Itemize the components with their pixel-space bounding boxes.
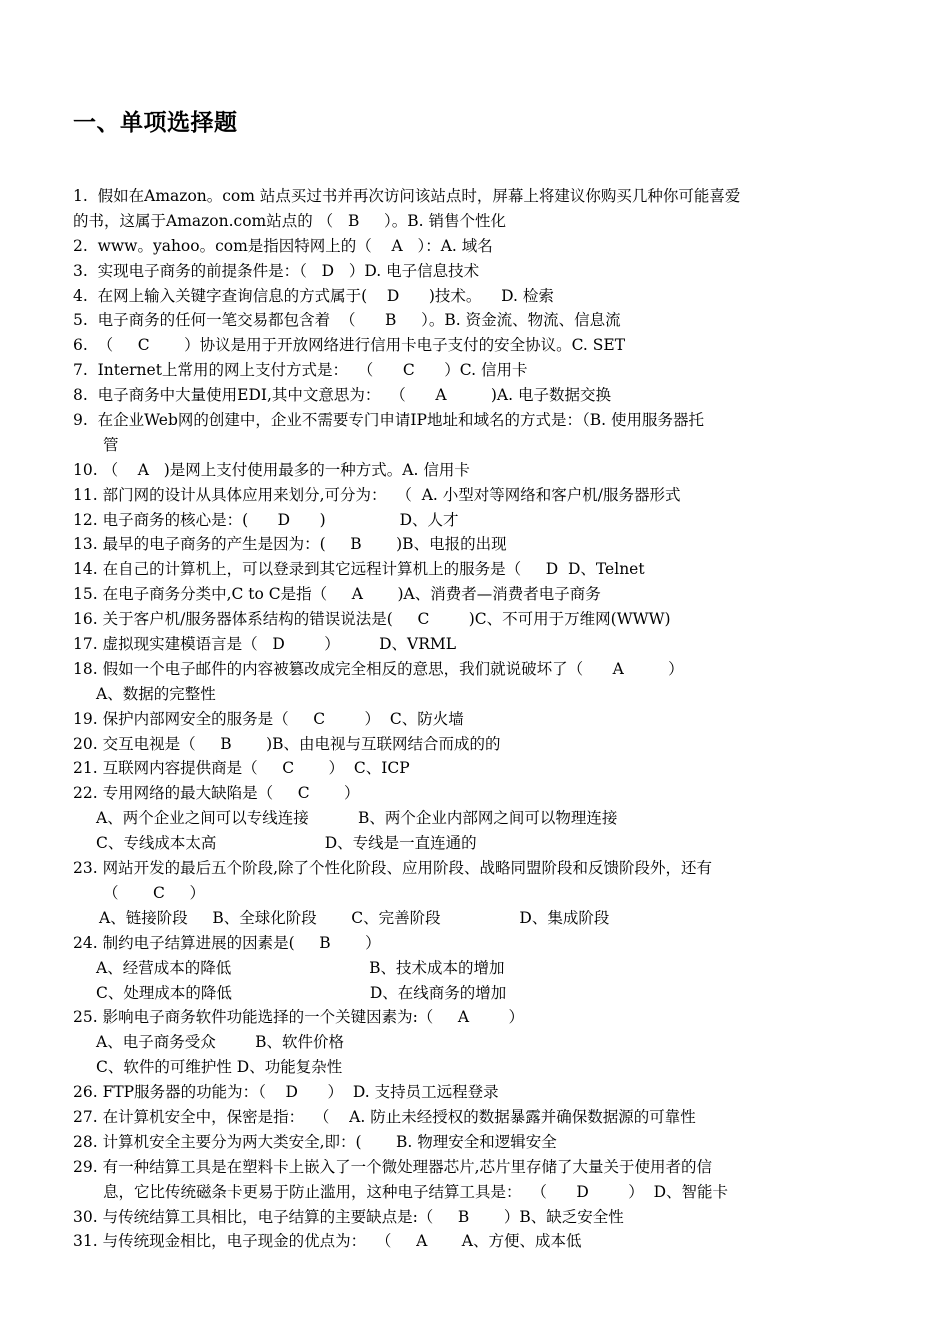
question-line: 4. 在网上输入关键字查询信息的方式属于( D )技术。 D. 检索 [73, 286, 554, 305]
question-line: C、专线成本太高 D、专线是一直连通的 [96, 834, 477, 853]
question-line: 10. （ A )是网上支付使用最多的一种方式。A. 信用卡 [73, 460, 470, 479]
question-line: 31. 与传统现金相比，电子现金的优点为： （ A A、方便、成本低 [73, 1232, 582, 1251]
question-line: 16. 关于客户机/服务器体系结构的错误说法是( C )C、不可用于万维网(WWW) [73, 610, 671, 629]
question-line: 14. 在自己的计算机上，可以登录到其它远程计算机上的服务是（ D D、Telnet [73, 560, 645, 579]
question-line: 17. 虚拟现实建模语言是（ D ） D、VRML [73, 635, 457, 654]
question-line: 3. 实现电子商务的前提条件是：（ D ）D. 电子信息技术 [73, 261, 480, 280]
question-line: 26. FTP服务器的功能为：（ D ） D. 支持员工远程登录 [73, 1083, 499, 1102]
question-line: 27. 在计算机安全中，保密是指： （ A. 防止未经授权的数据暴露并确保数据源的可靠性 [73, 1107, 696, 1126]
question-line: 18. 假如一个电子邮件的内容被篡改成完全相反的意思，我们就说破坏了（ A ） [73, 659, 684, 678]
question-line: 8. 电子商务中大量使用EDI,其中文意思为： （ A )A. 电子数据交换 [73, 386, 611, 405]
question-line: 24. 制约电子结算进展的因素是( B ） [73, 933, 381, 952]
question-line: 11. 部门网的设计从具体应用来划分,可分为： （ A. 小型对等网络和客户机/服务器形式 [73, 485, 681, 504]
question-line: 7. Internet上常用的网上支付方式是： （ C ）C. 信用卡 [73, 361, 528, 380]
question-line: 2. www。yahoo。com是指因特网上的（ A ）：A. 域名 [73, 236, 493, 255]
question-line: A、链接阶段 B、全球化阶段 C、完善阶段 D、集成阶段 [99, 908, 610, 927]
question-line: 22. 专用网络的最大缺陷是（ C ） [73, 784, 360, 803]
question-line: 6. （ C ）协议是用于开放网络进行信用卡电子支付的安全协议。C. SET [73, 336, 626, 355]
question-line: 21. 互联网内容提供商是（ C ） C、ICP [73, 759, 410, 778]
question-line: 13. 最早的电子商务的产生是因为：( B )B、电报的出现 [73, 535, 507, 554]
section-heading: 一、单项选择题 [73, 110, 238, 136]
question-line: （ C ） [103, 883, 205, 902]
question-line: 5. 电子商务的任何一笔交易都包含着 （ B ）。B. 资金流、物流、信息流 [73, 311, 621, 330]
question-line: C、软件的可维护性 D、功能复杂性 [96, 1058, 343, 1077]
question-line: 19. 保护内部网安全的服务是（ C ） C、防火墙 [73, 709, 464, 728]
question-list [73, 184, 883, 1254]
question-line: 的书，这属于Amazon.com站点的 （ B ）。B. 销售个性化 [73, 211, 506, 230]
question-line: 25. 影响电子商务软件功能选择的一个关键因素为:（ A ） [73, 1008, 525, 1027]
question-line: 28. 计算机安全主要分为两大类安全,即：( B. 物理安全和逻辑安全 [73, 1132, 557, 1151]
question-line: A、电子商务受众 B、软件价格 [96, 1033, 345, 1052]
question-line: 30. 与传统结算工具相比，电子结算的主要缺点是:（ B ）B、缺乏安全性 [73, 1207, 624, 1226]
question-line: A、数据的完整性 [96, 684, 216, 703]
question-line: 12. 电子商务的核心是：( D ) D、人才 [73, 510, 459, 529]
question-line: 9. 在企业Web网的创建中，企业不需要专门申请IP地址和域名的方式是：（B. 使用服务器托 [73, 411, 704, 430]
question-line: C、处理成本的降低 D、在线商务的增加 [96, 983, 507, 1002]
question-line: A、两个企业之间可以专线连接 B、两个企业内部网之间可以物理连接 [96, 809, 618, 828]
question-line: 20. 交互电视是（ B )B、由电视与互联网结合而成的的 [73, 734, 501, 753]
question-line: A、经营成本的降低 B、技术成本的增加 [96, 958, 505, 977]
question-line: 1. 假如在Amazon。com 站点买过书并再次访问该站点时，屏幕上将建议你购买几种你可能喜爱 [73, 187, 741, 205]
question-line: 23. 网站开发的最后五个阶段,除了个性化阶段、应用阶段、战略同盟阶段和反馈阶段外，还有 [73, 859, 713, 878]
question-line: 息，它比传统磁条卡更易于防止滥用，这种电子结算工具是： （ D ） D、智能卡 [103, 1182, 729, 1201]
question-line: 15. 在电子商务分类中,C to C是指（ A )A、消费者—消费者电子商务 [73, 585, 601, 604]
question-line: 管 [103, 435, 119, 454]
question-line: 29. 有一种结算工具是在塑料卡上嵌入了一个微处理器芯片,芯片里存储了大量关于使用者的信 [73, 1157, 713, 1176]
